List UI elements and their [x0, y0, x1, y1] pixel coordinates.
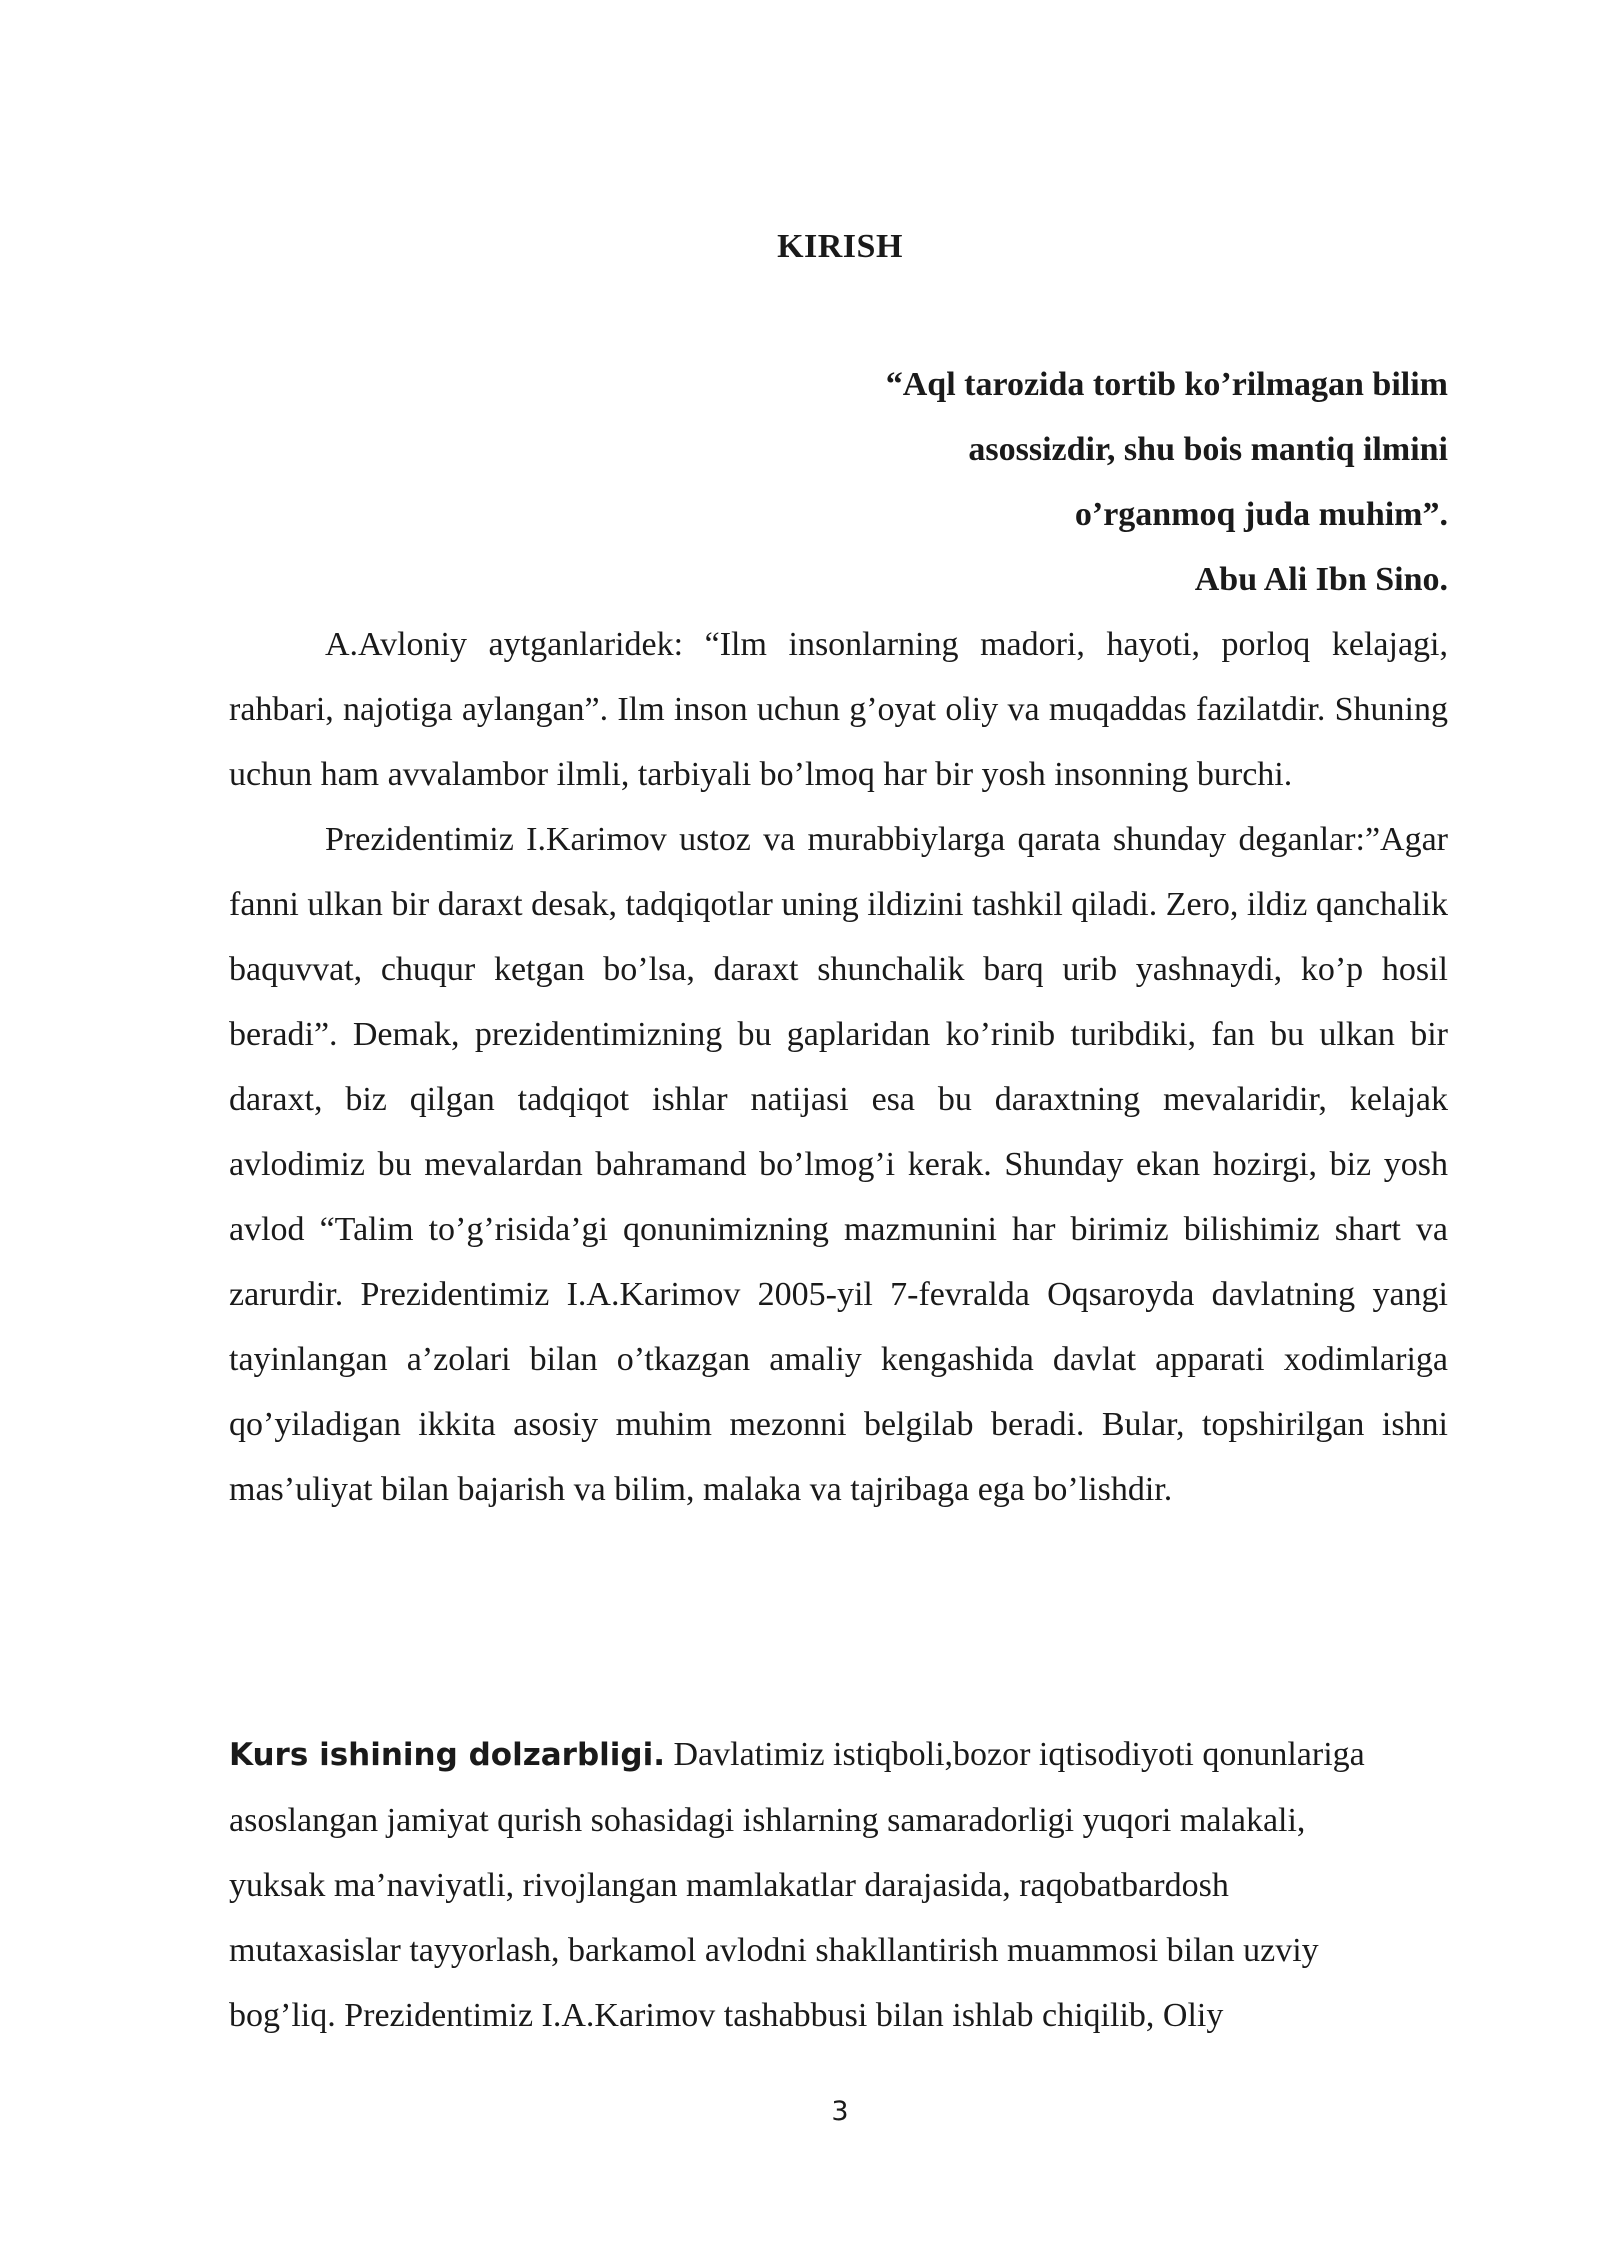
page-number: 3 [831, 2096, 849, 2127]
relevance-line-text: Davlatimiz istiqboli,bozor iqtisodiyoti qonunlariga [665, 1736, 1365, 1773]
relevance-section [229, 1722, 1448, 2048]
relevance-title: Kurs ishining dolzarbligi. [229, 1737, 665, 1773]
epigraph-line: “Aql tarozida tortib ko’rilmagan bilim [885, 366, 1448, 403]
epigraph-author: Abu Ali Ibn Sino. [1194, 561, 1448, 598]
relevance-line: mutaxasislar tayyorlash, barkamol avlodni shakllantirish muammosi bilan uzviy [229, 1932, 1319, 1969]
relevance-line: bog’liq. Prezidentimiz I.A.Karimov tashabbusi bilan ishlab chiqilib, Oliy [229, 1997, 1224, 2034]
epigraph-line: asossizdir, shu bois mantiq ilmini [968, 431, 1448, 468]
paragraph-karimov: Prezidentimiz I.Karimov ustoz va murabbiylarga qarata shunday deganlar:”Agar fanni ulkan bir daraxt desak, tadqiqotlar uning ildizini tashkil qiladi. Zero, ildiz qanchalik baquvvat, chuqur ketgan bo’lsa, daraxt shunchalik barq urib yashnaydi, ko’p hosil beradi”. Demak, prezidentimizning bu gaplaridan ko’rinib turibdiki, fan bu ulkan bir daraxt, biz qilgan tadqiqot ishlar natijasi esa bu daraxtning mevalaridir, kelajak avlodimiz bu mevalardan bahramand bo’lmog’i kerak. Shunday ekan hozirgi, biz yosh avlod “Talim to’g’risida’gi qonunimizning mazmunini har birimiz bilishimiz shart va zarurdir. Prezidentimiz I.A.Karimov 2005-yil 7-fevralda Oqsaroyda davlatning yangi tayinlangan a’zolari bilan o’tkazgan amaliy kengashida davlat apparati xodimlariga qo’yiladigan ikkita asosiy muhim mezonni belgilab beradi. Bular, topshirilgan ishni mas’uliyat bilan bajarish va bilim, malaka va tajribaga ega bo’lishdir. [229, 821, 1448, 1508]
epigraph-line: o’rganmoq juda muhim”. [1074, 496, 1448, 533]
epigraph-quote [548, 352, 1448, 612]
relevance-line: asoslangan jamiyat qurish sohasidagi ishlarning samaradorligi yuqori malakali, [229, 1802, 1306, 1839]
relevance-line: yuksak ma’naviyatli, rivojlangan mamlakatlar darajasida, raqobatbardosh [229, 1867, 1229, 1904]
paragraph-avloniy: A.Avloniy aytganlaridek: “Ilm insonlarning madori, hayoti, porloq kelajagi, rahbari, najotiga aylangan”. Ilm inson uchun g’oyat oliy va muqaddas fazilatdir. Shuning uchun ham avvalambor ilmli, tarbiyali bo’lmoq har bir yosh insonning burchi. [229, 626, 1448, 793]
relevance-line [229, 1722, 1448, 1788]
body-text [229, 612, 1448, 1522]
section-heading: KIRISH [777, 228, 903, 265]
